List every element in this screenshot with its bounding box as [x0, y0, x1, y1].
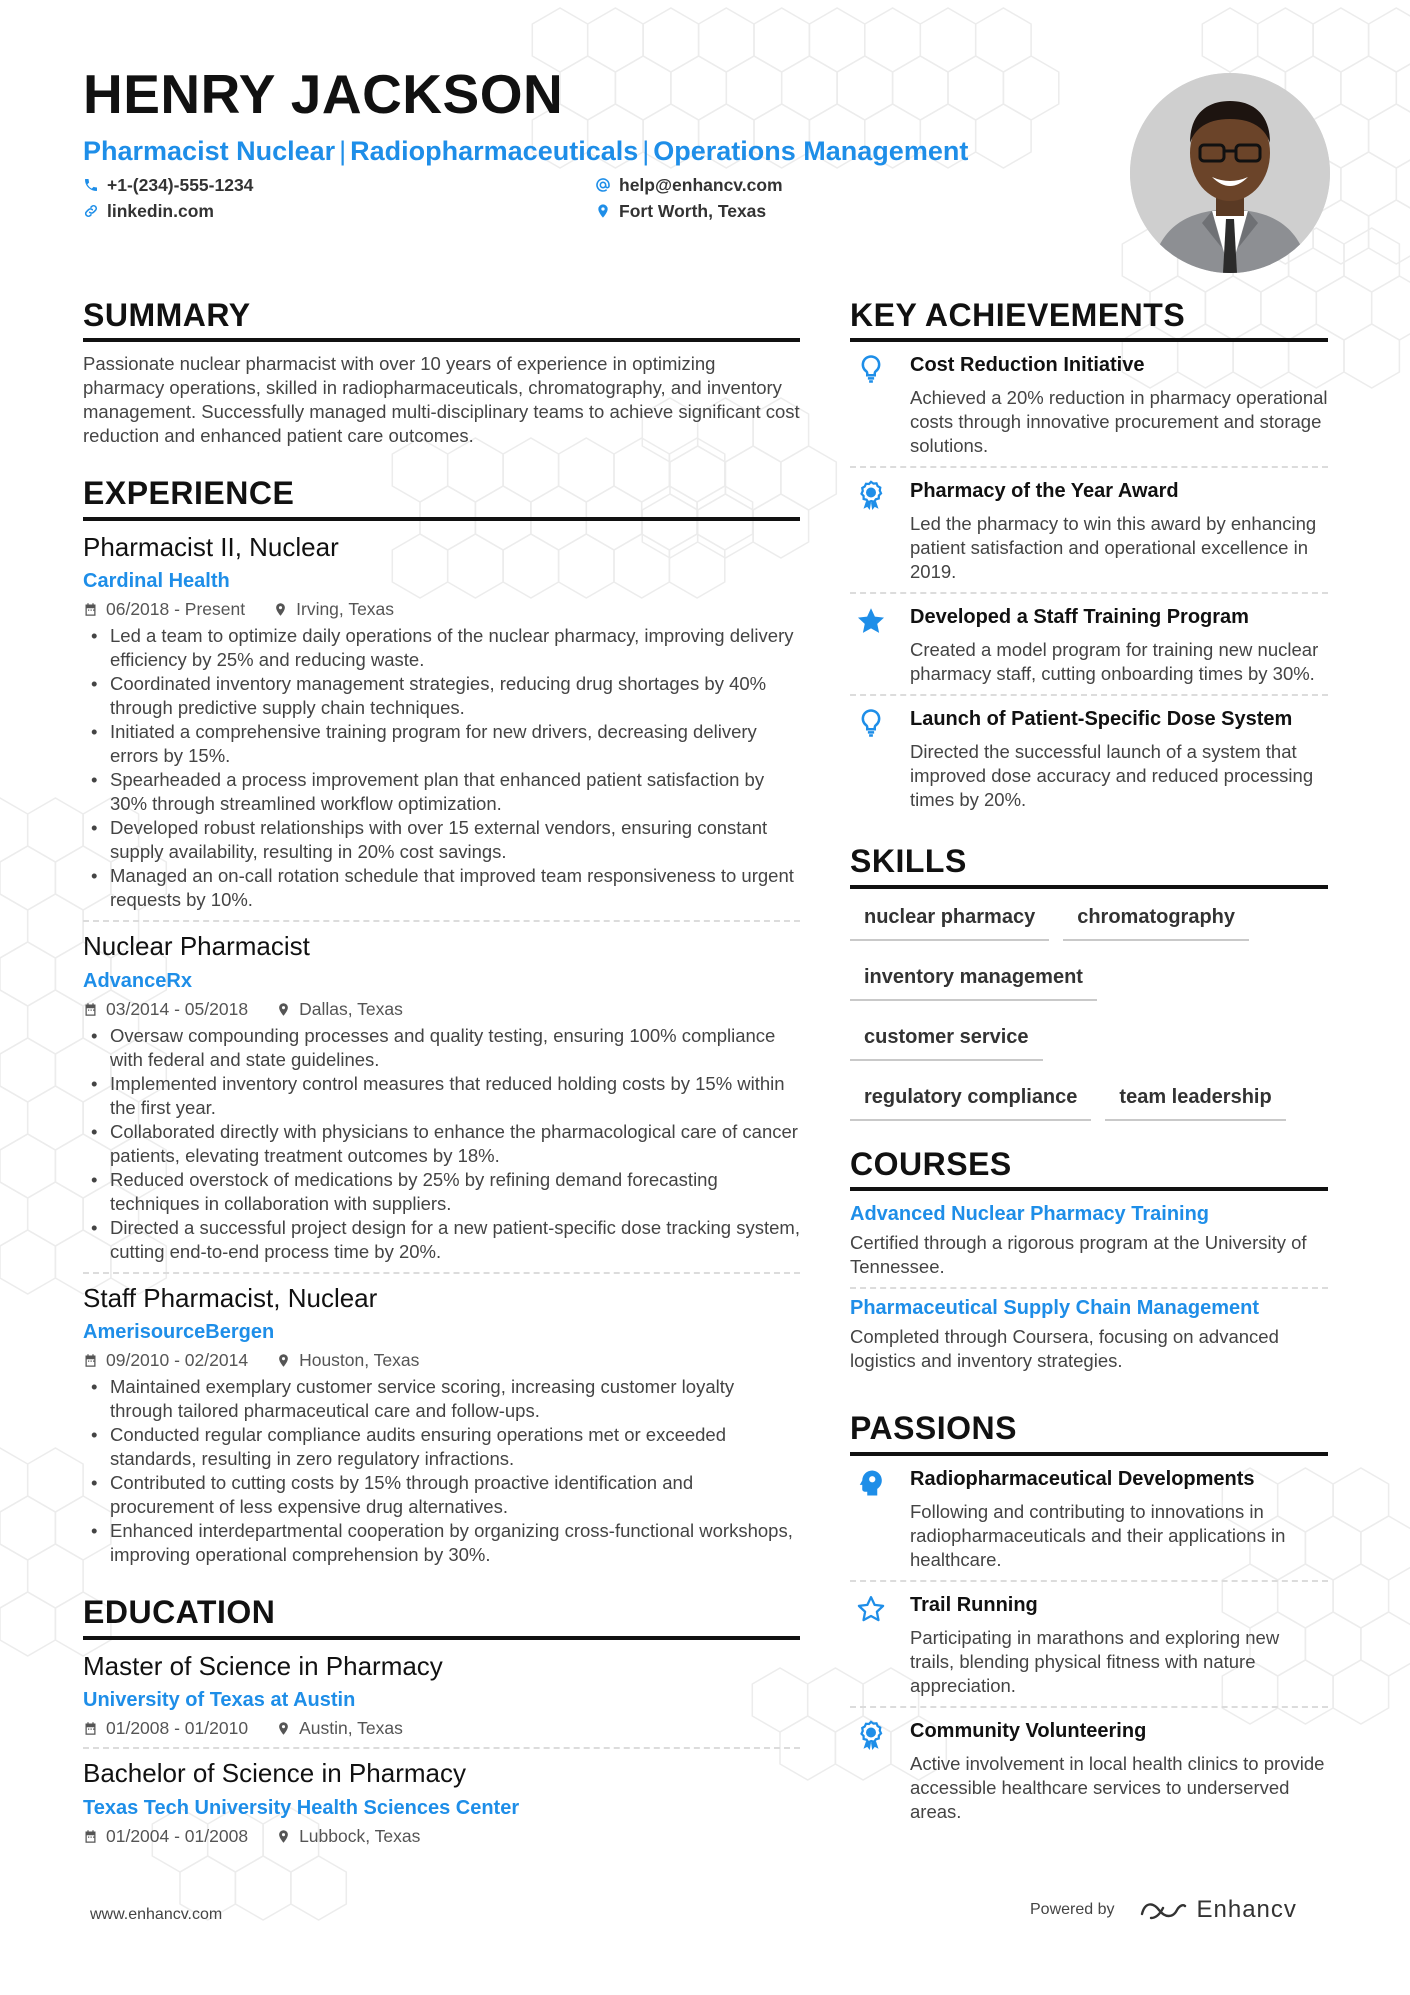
title-part: Radiopharmaceuticals — [350, 135, 639, 166]
skill-tag: customer service — [850, 1015, 1043, 1061]
candidate-title — [83, 135, 1083, 167]
achievement-description: Directed the successful launch of a system that improved dose accuracy and reduced processing times by 20%. — [910, 741, 1314, 811]
linkedin-text: linkedin.com — [107, 200, 214, 221]
education-dates-text: 01/2004 - 01/2008 — [106, 1825, 249, 1846]
calendar-icon — [83, 1721, 98, 1736]
summary-section — [83, 296, 800, 448]
map-pin-icon — [273, 602, 288, 617]
resume-header — [83, 64, 1083, 231]
brand-name: Enhancv — [1196, 1896, 1297, 1923]
education-location — [276, 1826, 420, 1847]
skill-tag: inventory management — [850, 955, 1097, 1001]
passion-description: Participating in marathons and exploring new trails, blending physical fitness with nature appreciation. — [910, 1626, 1280, 1696]
passion-title: Trail Running — [910, 1593, 1038, 1616]
company-name: Cardinal Health — [83, 570, 230, 593]
passions-section — [850, 1409, 1328, 1831]
course-title: Advanced Nuclear Pharmacy Training — [850, 1203, 1210, 1226]
bullet-item: • Coordinated inventory management strategies, reducing drug shortages by 40% through predictive supply chain techniques. — [83, 672, 800, 720]
job-dates — [83, 599, 245, 620]
education-location-text: Lubbock, Texas — [299, 1825, 421, 1846]
job-title: Nuclear Pharmacist — [83, 931, 310, 962]
education-dates — [83, 1826, 248, 1847]
skill-tag: regulatory compliance — [850, 1075, 1091, 1121]
education-dates-text: 01/2008 - 01/2010 — [106, 1718, 249, 1739]
passion-description: Active involvement in local health clinics to provide accessible healthcare services to underserved areas. — [910, 1752, 1325, 1822]
education-entry — [83, 1650, 800, 1750]
footer-website[interactable]: www.enhancv.com — [90, 1906, 223, 1923]
map-pin-icon — [276, 1353, 291, 1368]
passion-item — [850, 1708, 1328, 1832]
left-column — [83, 296, 800, 1863]
phone-text: +1-(234)-555-1234 — [107, 174, 254, 195]
map-pin-icon — [595, 203, 611, 219]
job-dates — [83, 999, 248, 1020]
achievement-title: Developed a Staff Training Program — [910, 606, 1249, 629]
calendar-icon — [83, 602, 98, 617]
calendar-icon — [83, 1829, 98, 1844]
bullet-item: • Conducted regular compliance audits ensuring operations met or exceeded standards, resulting in zero regulatory infractions. — [83, 1423, 800, 1471]
award-ribbon-icon — [850, 1718, 892, 1824]
job-location — [273, 599, 394, 620]
skill-tag: nuclear pharmacy — [850, 895, 1049, 941]
bullet-item: • Spearheaded a process improvement plan that enhanced patient satisfaction by 30% through streamlined workflow optimization. — [83, 768, 800, 816]
course-item — [850, 1195, 1328, 1289]
avatar — [1130, 73, 1330, 273]
right-column — [850, 296, 1328, 1832]
achievement-item — [850, 468, 1328, 594]
passion-title: Radiopharmaceutical Developments — [910, 1467, 1255, 1490]
passion-item — [850, 1456, 1328, 1582]
title-part: Pharmacist Nuclear — [83, 135, 336, 166]
company-name: AdvanceRx — [83, 969, 192, 992]
education-meta — [83, 1826, 800, 1847]
bullet-item: • Contributed to cutting costs by 15% through proactive identification and procurement of less expensive drug alternatives. — [83, 1471, 800, 1519]
at-icon — [595, 177, 611, 193]
experience-section — [83, 474, 800, 1575]
achievements-section — [850, 296, 1328, 820]
course-description: Certified through a rigorous program at the University of Tennessee. — [850, 1232, 1307, 1278]
job-meta — [83, 999, 800, 1020]
achievement-description: Led the pharmacy to win this award by enhancing patient satisfaction and operational excellence in 2019. — [910, 513, 1317, 583]
phone-contact[interactable] — [83, 175, 253, 196]
bullet-item: • Maintained exemplary customer service scoring, increasing customer loyalty through tailored pharmaceutical care and follow-ups. — [83, 1375, 800, 1423]
calendar-icon — [83, 1353, 98, 1368]
skills-list — [850, 895, 1328, 1135]
achievement-description: Achieved a 20% reduction in pharmacy operational costs through innovative procurement and storage solutions. — [910, 387, 1328, 457]
profile-photo — [1130, 73, 1330, 273]
experience-entry — [83, 531, 800, 923]
bullet-item: • Reduced overstock of medications by 25% by refining demand forecasting techniques in collaboration with suppliers. — [83, 1168, 800, 1216]
job-meta — [83, 1350, 800, 1371]
degree-title: Bachelor of Science in Pharmacy — [83, 1758, 466, 1789]
achievement-title: Pharmacy of the Year Award — [910, 480, 1179, 503]
summary-heading: SUMMARY — [83, 296, 800, 342]
title-part: Operations Management — [653, 135, 969, 166]
bullet-item: • Initiated a comprehensive training program for new drivers, decreasing delivery errors by 15%. — [83, 720, 800, 768]
job-title: Staff Pharmacist, Nuclear — [83, 1282, 378, 1313]
location-text: Fort Worth, Texas — [619, 200, 767, 221]
school-name: Texas Tech University Health Sciences Center — [83, 1796, 520, 1819]
achievement-title: Cost Reduction Initiative — [910, 354, 1145, 377]
job-dates-text: 06/2018 - Present — [106, 599, 246, 620]
experience-entry — [83, 930, 800, 1274]
skill-tag: chromatography — [1063, 895, 1249, 941]
linkedin-contact[interactable] — [83, 201, 214, 222]
contact-info — [83, 175, 1083, 231]
experience-heading: EXPERIENCE — [83, 474, 800, 520]
passion-item — [850, 1582, 1328, 1708]
achievements-heading: KEY ACHIEVEMENTS — [850, 296, 1328, 342]
map-pin-icon — [276, 1829, 291, 1844]
bullet-item: • Oversaw compounding processes and quality testing, ensuring 100% compliance with federal and state guidelines. — [83, 1024, 800, 1072]
bullet-item: • Collaborated directly with physicians to enhance the pharmacological care of cancer patients, elevating treatment outcomes by 18%. — [83, 1120, 800, 1168]
job-location — [276, 999, 403, 1020]
skills-heading: SKILLS — [850, 842, 1328, 888]
lightbulb-icon — [850, 706, 892, 812]
achievement-item — [850, 342, 1328, 468]
achievement-title: Launch of Patient-Specific Dose System — [910, 708, 1293, 731]
course-description: Completed through Coursera, focusing on advanced logistics and inventory strategies. — [850, 1326, 1279, 1372]
title-separator: | — [339, 135, 347, 166]
job-dates-text: 03/2014 - 05/2018 — [106, 998, 249, 1019]
job-bullets — [83, 624, 800, 912]
job-location-text: Irving, Texas — [296, 599, 395, 620]
bullet-item: • Directed a successful project design for a new patient-specific dose tracking system, cutting end-to-end process time by 20%. — [83, 1216, 800, 1264]
map-pin-icon — [276, 1721, 291, 1736]
bullet-item: • Enhanced interdepartmental cooperation by organizing cross-functional workshops, improving operational comprehension by 30%. — [83, 1519, 800, 1567]
link-icon — [83, 203, 99, 219]
education-meta — [83, 1718, 800, 1739]
email-text: help@enhancv.com — [619, 174, 783, 195]
job-bullets — [83, 1375, 800, 1567]
degree-title: Master of Science in Pharmacy — [83, 1650, 443, 1681]
title-separator: | — [642, 135, 650, 166]
course-title: Pharmaceutical Supply Chain Management — [850, 1297, 1259, 1320]
job-bullets — [83, 1024, 800, 1264]
job-title: Pharmacist II, Nuclear — [83, 531, 339, 562]
award-ribbon-icon — [850, 478, 892, 584]
education-location — [276, 1718, 403, 1739]
education-section — [83, 1593, 800, 1854]
achievement-item — [850, 696, 1328, 820]
head-idea-icon — [850, 1466, 892, 1572]
bullet-item: • Managed an on-call rotation schedule that improved team responsiveness to urgent requests by 10%. — [83, 864, 800, 912]
calendar-icon — [83, 1002, 98, 1017]
location-contact — [595, 201, 766, 222]
experience-entry — [83, 1282, 800, 1576]
education-dates — [83, 1718, 248, 1739]
course-item — [850, 1289, 1328, 1381]
skill-tag: team leadership — [1105, 1075, 1285, 1121]
brand-logo[interactable] — [1139, 1896, 1297, 1924]
summary-text: Passionate nuclear pharmacist with over 10 years of experience in optimizing pharmacy operations, skilled in radiopharmaceuticals, chromatography, and inventory management. Successfully managed multi-disciplinary teams to achieve significant cost reduction and enhanced patient care outcomes. — [83, 353, 800, 447]
education-heading: EDUCATION — [83, 1593, 800, 1639]
bullet-item: • Developed robust relationships with over 15 external vendors, ensuring constant supply availability, resulting in 20% cost savings. — [83, 816, 800, 864]
candidate-name: HENRY JACKSON — [83, 63, 564, 125]
job-location-text: Dallas, Texas — [299, 998, 403, 1019]
achievement-item — [850, 594, 1328, 696]
email-contact[interactable] — [595, 175, 783, 196]
courses-heading: COURSES — [850, 1145, 1328, 1191]
courses-section — [850, 1145, 1328, 1381]
job-location — [276, 1350, 419, 1371]
star-outline-icon — [850, 1592, 892, 1698]
phone-icon — [83, 177, 99, 193]
job-dates-text: 09/2010 - 02/2014 — [106, 1350, 249, 1371]
job-dates — [83, 1350, 248, 1371]
job-meta — [83, 599, 800, 620]
passion-description: Following and contributing to innovations in radiopharmaceuticals and their applications in healthcare. — [910, 1500, 1286, 1570]
school-name: University of Texas at Austin — [83, 1689, 356, 1712]
achievement-description: Created a model program for training new nuclear pharmacy staff, cutting onboarding times by 30%. — [910, 639, 1319, 685]
enhancv-logo-icon — [1139, 1898, 1187, 1922]
star-icon — [850, 604, 892, 686]
lightbulb-icon — [850, 352, 892, 458]
passion-title: Community Volunteering — [910, 1719, 1147, 1742]
company-name: AmerisourceBergen — [83, 1321, 275, 1344]
skills-section — [850, 842, 1328, 1134]
job-location-text: Houston, Texas — [299, 1350, 420, 1371]
map-pin-icon — [276, 1002, 291, 1017]
bullet-item: • Implemented inventory control measures that reduced holding costs by 15% within the first year. — [83, 1072, 800, 1120]
bullet-item: • Led a team to optimize daily operations of the nuclear pharmacy, improving delivery efficiency by 25% and reducing waste. — [83, 624, 800, 672]
footer-branding — [1030, 1896, 1297, 1924]
powered-by-label: Powered by — [1030, 1901, 1115, 1918]
education-location-text: Austin, Texas — [299, 1718, 403, 1739]
passions-heading: PASSIONS — [850, 1409, 1328, 1455]
education-entry — [83, 1757, 800, 1855]
